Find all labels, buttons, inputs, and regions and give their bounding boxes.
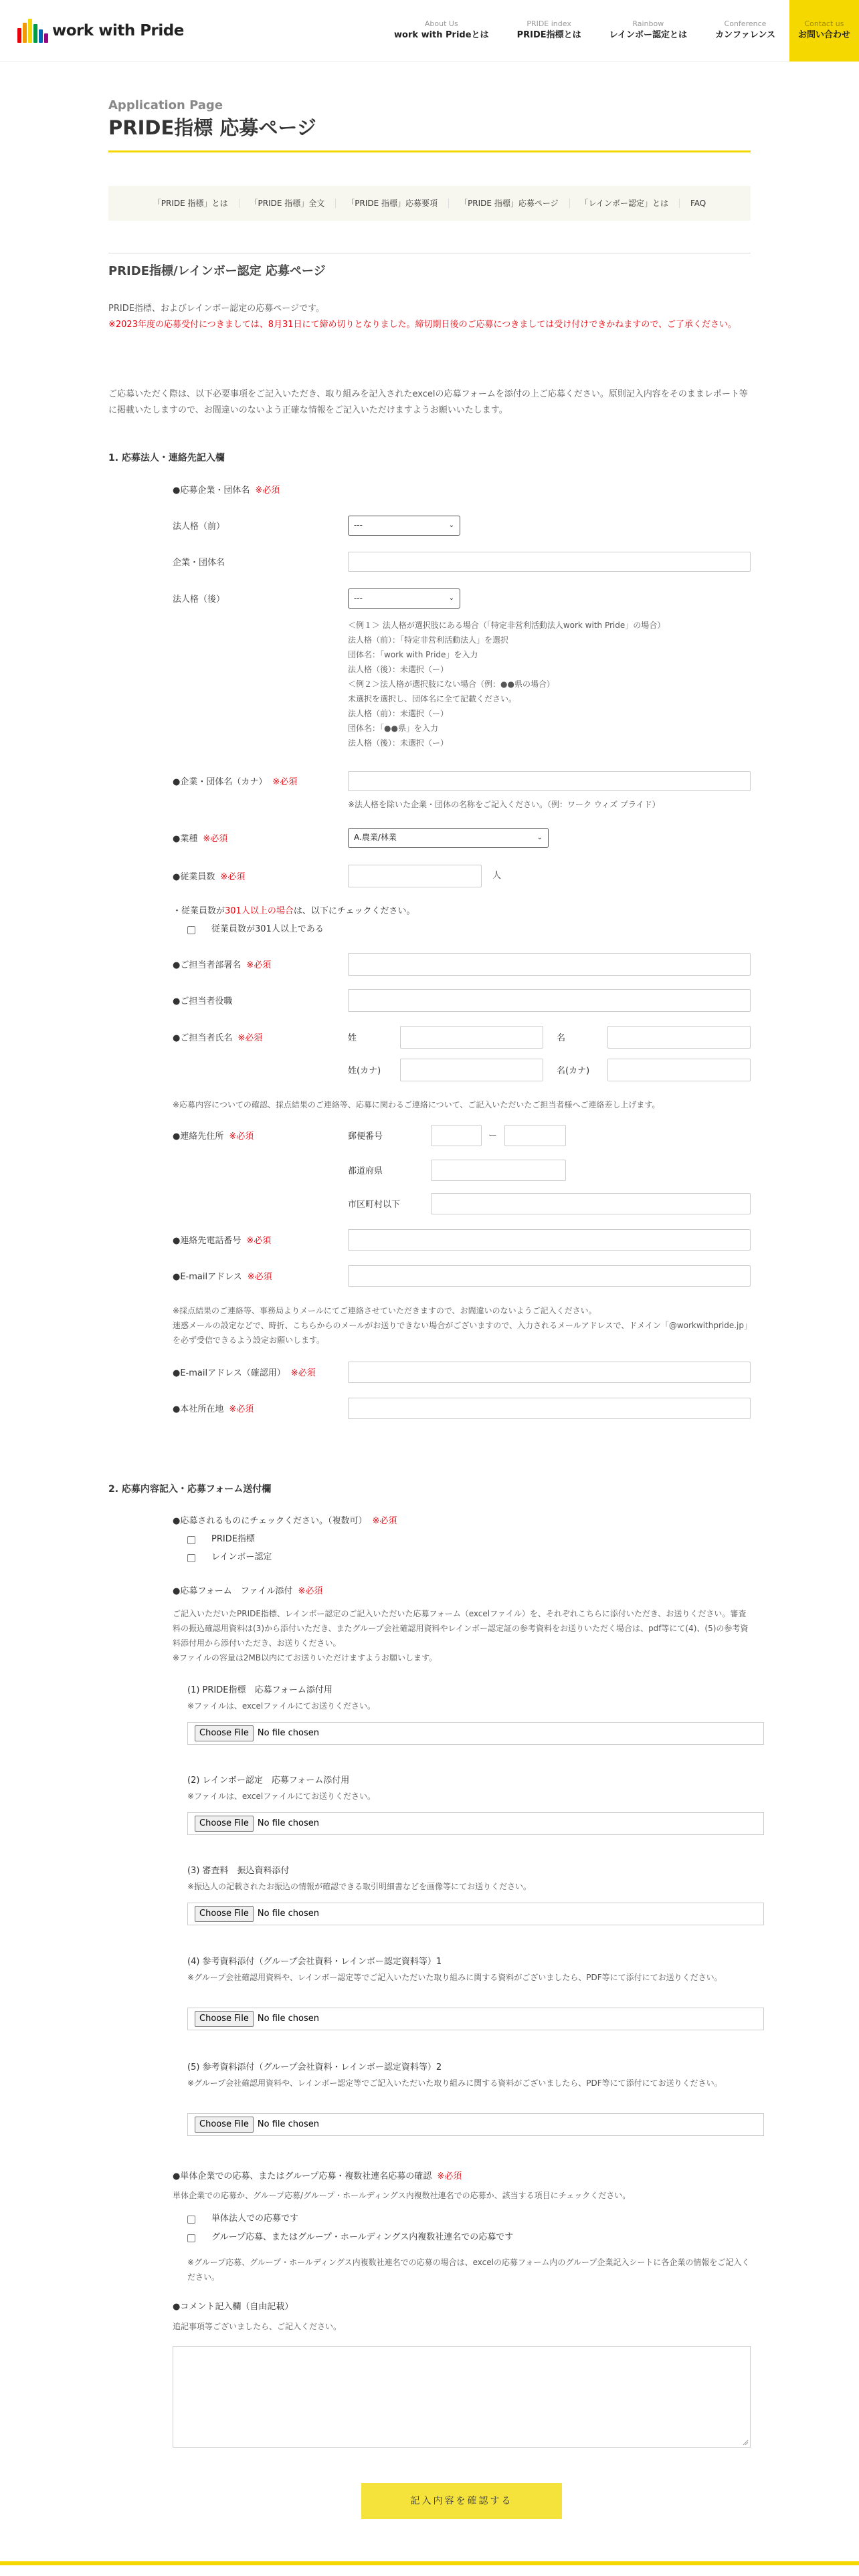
employees-note-pre: ・従業員数が (173, 906, 225, 916)
form-heading: PRIDE指標/レインボー認定 応募ページ (108, 264, 326, 278)
corp-type-before-select[interactable] (348, 516, 460, 536)
required-mark: ※必須 (220, 872, 246, 882)
upload-1-title: (1) PRIDE指標 応募フォーム添付用 (187, 1685, 332, 1695)
industry-value: A.農業/林業 (354, 833, 397, 843)
single-company-label[interactable]: 単体法人での応募です (211, 2214, 299, 2224)
dept-label-text: ●ご担当者部署名 (173, 960, 242, 970)
upload-4-field (187, 2008, 764, 2030)
city-input[interactable] (431, 1193, 751, 1214)
employees-unit: 人 (492, 871, 502, 881)
required-mark: ※必須 (372, 1516, 397, 1526)
required-mark: ※必須 (437, 2171, 462, 2181)
contact-note: ※応募内容についての確認、採点結果のご連絡等、応募に関わるご連絡について、ご記入いただいたご担当者様へご連絡差し上げます。 (173, 1100, 660, 1109)
example-line: 法人格（後）：未選択（ー） (348, 738, 449, 748)
sei-input[interactable] (400, 1026, 543, 1049)
corp-type-examples (348, 618, 751, 750)
position-label: ●ご担当者役職 (173, 996, 233, 1006)
nav-pride-index[interactable] (503, 0, 595, 62)
required-mark: ※必須 (255, 486, 280, 496)
upload-5-note: ※グループ会社確認用資料や、レインボー認定等でご記入いただいた取り組みに関する資料がございましたら、PDF等にて添付にてお送りください。 (187, 2078, 723, 2088)
employees-note (173, 905, 415, 919)
apply-label (173, 1515, 397, 1529)
nav-about-en: About Us (424, 19, 458, 28)
subnav-item-about-pride[interactable]: 「PRIDE 指標」とは (153, 199, 228, 208)
industry-label (173, 833, 227, 847)
email-confirm-label-text: ●E-mailアドレス（確認用） (173, 1368, 286, 1378)
hq-label-text: ●本社所在地 (173, 1404, 224, 1414)
nav-conference-jp: カンファレンス (714, 30, 775, 41)
email-label-text: ●E-mailアドレス (173, 1272, 242, 1282)
company-label: 企業・団体名 (173, 558, 225, 568)
group-company-checkbox[interactable] (187, 2234, 195, 2242)
employees-301-checkbox[interactable] (187, 926, 195, 934)
comment-textarea[interactable] (173, 2346, 751, 2448)
upload-2-note: ※ファイルは、excelファイルにてお送りください。 (187, 1792, 375, 1801)
required-mark: ※必須 (203, 834, 228, 844)
upload-1-note: ※ファイルは、excelファイルにてお送りください。 (187, 1701, 375, 1711)
required-mark: ※必須 (229, 1404, 254, 1414)
choose-file-button[interactable]: Choose File (195, 2117, 254, 2133)
group-label (173, 2170, 462, 2184)
site-header (0, 0, 859, 62)
employees-note-red: 301人以上の場合 (225, 906, 294, 916)
chevron-down-icon: ⌄ (448, 595, 454, 602)
email-note-line: 迷惑メールの設定などで、時折、こちらからのメールがお送りできない場合がございますので、入力されるメールアドレスで、ドメイン「@workwithpride.jp」を必ず受信できるよう設定お願いします。 (173, 1321, 748, 1345)
apply-pride-checkbox[interactable] (187, 1536, 195, 1544)
email-confirm-input[interactable] (348, 1362, 751, 1383)
phone-label-text: ●連絡先電話番号 (173, 1236, 242, 1246)
required-mark: ※必須 (246, 960, 272, 970)
form-attach-label-text: ●応募フォーム ファイル添付 (173, 1586, 293, 1596)
phone-input[interactable] (348, 1229, 751, 1251)
required-mark: ※必須 (237, 1033, 263, 1043)
group-note: ※グループ応募、グループ・ホールディングス内複数社連名での応募の場合は、excelの応募フォーム内のグループ企業記入シートに各企業の情報をご記入ください。 (187, 2258, 750, 2282)
company-name-label (173, 484, 280, 498)
nav-about-jp: work with Prideとは (394, 30, 489, 41)
footer-divider (0, 2561, 859, 2565)
sub-nav (108, 186, 751, 221)
apply-label-text: ●応募されるものにチェックください。（複数可） (173, 1516, 367, 1526)
mei-kana-input[interactable] (607, 1059, 751, 1081)
postal-dash: ー (488, 1131, 498, 1141)
chevron-down-icon: ⌄ (448, 522, 454, 529)
intro-text: PRIDE指標、およびレインボー認定の応募ページです。 (108, 304, 324, 314)
choose-file-button[interactable]: Choose File (195, 1725, 254, 1742)
required-mark: ※必須 (272, 777, 298, 787)
employees-301-label[interactable]: 従業員数が301人以上である (211, 924, 324, 934)
sei-kana-label: 姓(カナ) (348, 1066, 381, 1076)
sei-label: 姓 (348, 1033, 357, 1043)
email-confirm-label (173, 1367, 316, 1381)
prefecture-input[interactable] (431, 1160, 566, 1181)
group-label-text: ●単体企業での応募、またはグループ応募・複数社連名応募の確認 (173, 2171, 432, 2181)
page-head (108, 98, 751, 142)
single-company-checkbox[interactable] (187, 2216, 195, 2224)
address-label (173, 1130, 254, 1144)
hq-input[interactable] (348, 1398, 751, 1419)
choose-file-button[interactable]: Choose File (195, 1906, 254, 1923)
corp-type-before-label: 法人格（前） (173, 522, 225, 532)
postal-code-1-input[interactable] (431, 1125, 482, 1146)
example-line: 法人格（後）：未選択（ー） (348, 665, 449, 674)
example-line: 団体名：「work with Pride」を入力 (348, 650, 478, 659)
nav-conference[interactable] (701, 0, 789, 62)
apply-rainbow-label[interactable]: レインボー認定 (211, 1552, 272, 1562)
file-status: No file chosen (257, 1908, 319, 1919)
nav-pride-index-en: PRIDE index (527, 19, 571, 28)
corp-type-after-select[interactable] (348, 588, 460, 609)
choose-file-button[interactable]: Choose File (195, 1816, 254, 1832)
sei-kana-input[interactable] (400, 1059, 543, 1081)
email-input[interactable] (348, 1265, 751, 1287)
upload-5-field (187, 2113, 764, 2136)
employees-label (173, 871, 245, 885)
person-label-text: ●ご担当者氏名 (173, 1033, 233, 1043)
logo-text: work with Pride (52, 21, 184, 39)
hq-label (173, 1403, 254, 1417)
comment-desc: 追記事項等ございましたら、ご記入ください。 (173, 2322, 342, 2331)
comment-label: ●コメント記入欄（自由記載） (173, 2302, 294, 2312)
position-input[interactable] (348, 989, 751, 1012)
choose-file-button[interactable]: Choose File (195, 2011, 254, 2028)
page-title: PRIDE指標 応募ページ (108, 116, 316, 140)
nav-contact-jp: お問い合わせ (797, 30, 850, 41)
nav-contact-button[interactable] (789, 0, 859, 62)
upload-3-note: ※振込人の記載されたお振込の情報が確認できる取引明細書などを画像等にてお送りください。 (187, 1882, 532, 1891)
nav-pride-index-jp: PRIDE指標とは (516, 30, 581, 41)
file-size-note: ※ファイルの容量は2MB以内にてお送りいただけますようお願いします。 (173, 1653, 438, 1662)
apply-pride-label[interactable]: PRIDE指標 (211, 1534, 255, 1544)
example-line: 団体名：「●●県」を入力 (348, 724, 438, 733)
upload-5-title: (5) 参考資料添付（グループ会社資料・レインボー認定資料等）2 (187, 2062, 442, 2072)
section1-heading: 1. 応募法人・連絡先記入欄 (108, 453, 225, 463)
upload-4-note: ※グループ会社確認用資料や、レインボー認定等でご記入いただいた取り組みに関する資料がございましたら、PDF等にて添付にてお送りください。 (187, 1973, 723, 1982)
kana-label-text: ●企業・団体名（カナ） (173, 777, 268, 787)
rainbow-logo-icon (15, 13, 50, 48)
example-line: ＜例１＞ 法人格が選択肢にある場合（「特定非営利活動法人work with Pride」の場合） (348, 621, 666, 630)
required-mark: ※必須 (246, 1236, 272, 1246)
corp-type-after-value: --- (354, 593, 363, 603)
company-input[interactable] (348, 552, 751, 572)
subnav-item-rainbow[interactable]: 「レインボー認定」とは (569, 199, 679, 208)
email-note-line: ※採点結果のご連絡等、事務局よりメールにてご連絡させていただきますので、お間違いのないようご記入ください。 (173, 1306, 597, 1315)
nav-contact-en: Contact us (804, 19, 844, 28)
mei-label: 名 (557, 1033, 566, 1043)
nav-rainbow[interactable] (595, 0, 701, 62)
group-desc: 単体企業での応募か、グループ応募/グループ・ホールディングス内複数社連名での応募か、該当する項目にチェックください。 (173, 2191, 631, 2200)
employees-input[interactable] (348, 865, 482, 887)
confirm-submit-button[interactable]: 記入内容を確認する (361, 2483, 562, 2519)
address-label-text: ●連絡先住所 (173, 1132, 224, 1142)
corp-type-before-value: --- (354, 520, 363, 530)
corp-type-after-label: 法人格（後） (173, 595, 225, 605)
email-label (173, 1271, 272, 1285)
example-line: ＜例２＞法人格が選択肢にない場合（例：●●県の場合） (348, 679, 555, 689)
logo[interactable] (15, 13, 189, 48)
section2-heading: 2. 応募内容記入・応募フォーム送付欄 (108, 1484, 272, 1495)
upload-3-title: (3) 審査料 振込資料添付 (187, 1866, 290, 1876)
phone-label (173, 1235, 271, 1249)
group-company-label[interactable]: グループ応募、またはグループ・ホールディングス内複数社連名での応募です (211, 2232, 514, 2242)
resize-handle-icon[interactable] (743, 2440, 749, 2446)
mei-input[interactable] (607, 1026, 751, 1049)
example-line: 法人格（前）：「特定非営利活動法人」を選択 (348, 635, 509, 645)
subnav-item-guidelines[interactable]: 「PRIDE 指標」応募要項 (335, 199, 448, 208)
upload-4-title: (4) 参考資料添付（グループ会社資料・レインボー認定資料等）1 (187, 1957, 442, 1967)
example-line: 未選択を選択し、団体名に全て記載ください。 (348, 694, 517, 704)
company-kana-input[interactable] (348, 771, 751, 791)
nav-rainbow-jp: レインボー認定とは (609, 30, 687, 41)
dept-input[interactable] (348, 953, 751, 976)
person-label (173, 1032, 262, 1046)
file-status: No file chosen (257, 2013, 319, 2024)
upload-1-field (187, 1722, 764, 1745)
main-nav (380, 0, 859, 62)
required-mark: ※必須 (229, 1132, 254, 1142)
upload-2-field (187, 1812, 764, 1835)
form-attach-label (173, 1585, 322, 1599)
kana-note: ※法人格を除いた企業・団体の名称をご記入ください。（例：ワーク ウィズ プライド） (348, 800, 660, 809)
industry-select[interactable] (348, 828, 549, 848)
example-line: 法人格（前）：未選択（ー） (348, 709, 449, 718)
email-notes (173, 1303, 751, 1348)
title-divider (108, 150, 751, 152)
file-status: No file chosen (257, 1818, 319, 1828)
employees-note-post: は、以下にチェックください。 (293, 906, 415, 916)
required-mark: ※必須 (290, 1368, 316, 1378)
employees-label-text: ●従業員数 (173, 872, 215, 882)
subnav-item-application[interactable]: 「PRIDE 指標」応募ページ (448, 199, 569, 208)
industry-label-text: ●業種 (173, 834, 198, 844)
kana-label (173, 776, 297, 790)
file-status: No file chosen (257, 2119, 319, 2129)
postal-label: 郵便番号 (348, 1132, 383, 1142)
nav-conference-en: Conference (724, 19, 767, 28)
form-attach-desc: ご記入いただいたPRIDE指標、レインボー認定のご記入いただいた応募フォーム（excelファイル）を、それぞれこちらに添付いただき、お送りください。審査料の振込確認用資料は(3)から添付いただき、またグループ会社確認用資料やレインボー認定証の参考資料をお送りいただく場合は、pdf等にて(4)、(5)の参考資料添付用から添付いただき、お送りください。 (173, 1609, 749, 1648)
nav-rainbow-en: Rainbow (632, 19, 664, 28)
apply-rainbow-checkbox[interactable] (187, 1554, 195, 1562)
required-mark: ※必須 (298, 1586, 323, 1596)
page-subtitle: Application Page (108, 98, 223, 112)
dept-label (173, 959, 271, 973)
nav-about[interactable] (380, 0, 503, 62)
postal-code-2-input[interactable] (504, 1125, 566, 1146)
pref-label: 都道府県 (348, 1166, 383, 1176)
chevron-down-icon: ⌄ (537, 834, 543, 841)
company-name-label-text: ●応募企業・団体名 (173, 486, 250, 496)
upload-3-field (187, 1903, 764, 1925)
required-mark: ※必須 (247, 1272, 272, 1282)
file-status: No file chosen (257, 1727, 319, 1738)
deadline-notice: ※2023年度の応募受付につきましては、8月31日にて締め切りとなりました。締切期日後のご応募につきましては受け付けできかねますので、ご了承ください。 (108, 320, 737, 330)
city-label: 市区町村以下 (348, 1200, 401, 1210)
subnav-item-faq[interactable]: FAQ (679, 199, 717, 208)
upload-2-title: (2) レインボー認定 応募フォーム添付用 (187, 1776, 350, 1786)
intro-instructions: ご応募いただく際は、以下必要事項をご記入いただき、取り組みを記入されたexcelの応募フォームを添付の上ご応募ください。原則記入内容をそのままレポート等に掲載いたしますので、お間違いのないよう正確な情報をご記入いただけますようお願いいたします。 (108, 389, 748, 415)
subnav-item-full-text[interactable]: 「PRIDE 指標」全文 (239, 199, 336, 208)
mei-kana-label: 名(カナ) (557, 1066, 590, 1076)
